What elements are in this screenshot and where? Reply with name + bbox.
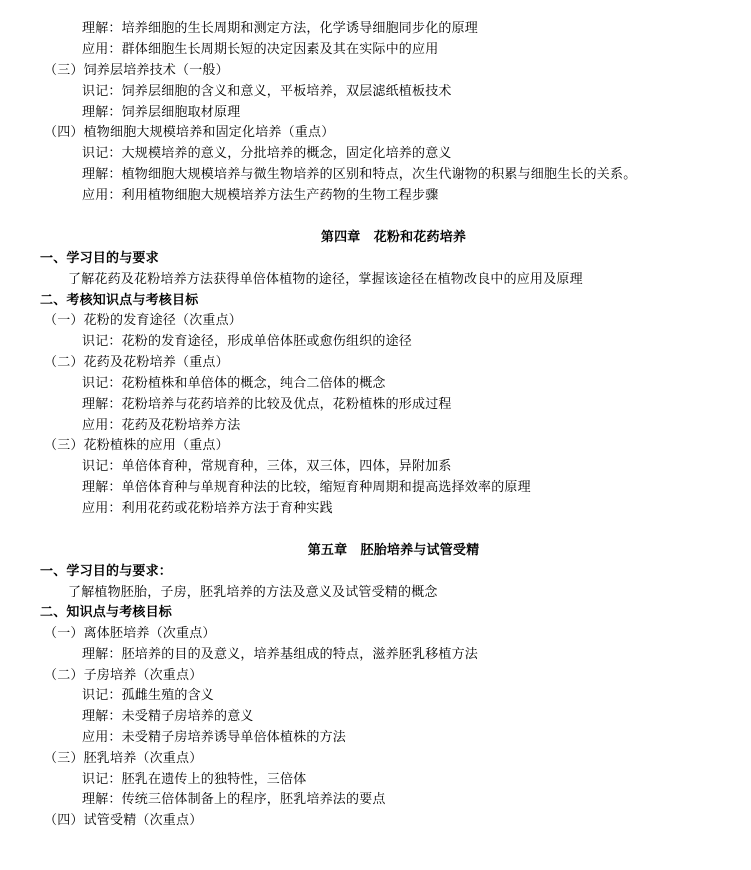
- line-recall-pollen-development: 识记：花粉的发育途径，形成单倍体胚或愈伤组织的途径: [82, 334, 413, 349]
- subsection-large-scale-culture: （四）植物细胞大规模培养和固定化培养（重点）: [44, 125, 335, 140]
- line-understand-cell-cycle: 理解：培养细胞的生长周期和测定方法，化学诱导细胞同步化的原理: [82, 21, 479, 36]
- chapter-5-title: 第五章 胚胎培养与试管受精: [307, 543, 480, 558]
- line-apply-ovary-culture: 应用：未受精子房培养诱导单倍体植株的方法: [82, 730, 347, 745]
- subsection-in-vitro-fertilization: （四）试管受精（次重点）: [44, 813, 203, 828]
- line-understand-ovary-culture: 理解：未受精子房培养的意义: [82, 709, 254, 724]
- line-recall-endosperm-culture: 识记：胚乳在遗传上的独特性，三倍体: [82, 772, 307, 787]
- subsection-anther-pollen-culture: （二）花药及花粉培养（重点）: [44, 355, 229, 370]
- line-understand-large-scale: 理解：植物细胞大规模培养与微生物培养的区别和特点，次生代谢物的积累与细胞生长的关系。: [82, 167, 637, 182]
- line-apply-cell-cycle: 应用：群体细胞生长周期长短的决定因素及其在实际中的应用: [82, 42, 439, 57]
- line-apply-anther-culture: 应用：花药及花粉培养方法: [82, 418, 241, 433]
- subsection-embryo-culture: （一）离体胚培养（次重点）: [44, 626, 216, 641]
- line-understand-anther-culture: 理解：花粉培养与花药培养的比较及优点，花粉植株的形成过程: [82, 397, 452, 412]
- line-understand-feeder-layer: 理解：饲养层细胞取材原理: [82, 105, 241, 120]
- paragraph-4-objectives: 了解花药及花粉培养方法获得单倍体植物的途径，掌握该途径在植物改良中的应用及原理: [68, 272, 583, 287]
- line-apply-large-scale: 应用：利用植物细胞大规模培养方法生产药物的生物工程步骤: [82, 188, 439, 203]
- subsection-pollen-development: （一）花粉的发育途径（次重点）: [44, 313, 243, 328]
- section-5-objectives: 一、学习目的与要求：: [40, 564, 173, 579]
- subsection-endosperm-culture: （三）胚乳培养（次重点）: [44, 751, 203, 766]
- chapter-4-title: 第四章 花粉和花药培养: [320, 230, 467, 245]
- line-recall-feeder-layer: 识记：饲养层细胞的含义和意义，平板培养，双层滤纸植板技术: [82, 84, 452, 99]
- line-recall-anther-culture: 识记：花粉植株和单倍体的概念，纯合二倍体的概念: [82, 376, 386, 391]
- subsection-ovary-culture: （二）子房培养（次重点）: [44, 668, 203, 683]
- subsection-pollen-plant-application: （三）花粉植株的应用（重点）: [44, 438, 229, 453]
- line-recall-ovary-culture: 识记：孤雌生殖的含义: [82, 688, 215, 703]
- section-5-assessment: 二、知识点与考核目标: [40, 605, 173, 620]
- line-understand-endosperm-culture: 理解：传统三倍体制备上的程序，胚乳培养法的要点: [82, 792, 386, 807]
- line-recall-pollen-application: 识记：单倍体育种，常规育种，三体，双三体，四体，异附加系: [82, 459, 452, 474]
- subsection-feeder-layer: （三）饲养层培养技术（一般）: [44, 63, 229, 78]
- section-4-objectives: 一、学习目的与要求: [40, 251, 159, 266]
- line-understand-embryo-culture: 理解：胚培养的目的及意义，培养基组成的特点，滋养胚乳移植方法: [82, 647, 479, 662]
- section-4-assessment: 二、考核知识点与考核目标: [40, 293, 199, 308]
- paragraph-5-objectives: 了解植物胚胎，子房，胚乳培养的方法及意义及试管受精的概念: [68, 585, 438, 600]
- line-understand-pollen-application: 理解：单倍体育种与单规育种法的比较，缩短育种周期和提高选择效率的原理: [82, 480, 531, 495]
- line-apply-pollen-application: 应用：利用花药或花粉培养方法于育种实践: [82, 501, 333, 516]
- line-recall-large-scale: 识记：大规模培养的意义，分批培养的概念，固定化培养的意义: [82, 146, 452, 161]
